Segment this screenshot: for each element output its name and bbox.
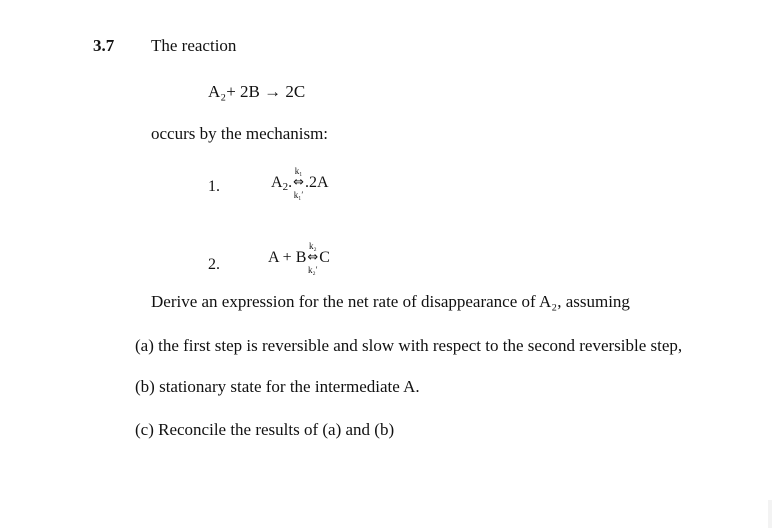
question-text: Derive an expression for the net rate of disappearance of A₂, assuming	[151, 292, 630, 311]
part-b: (b) stationary state for the intermediate A.	[135, 377, 420, 396]
step-1-equation	[271, 166, 329, 200]
step-2-forward-rate-constant: k₂	[309, 241, 317, 251]
problem-number: 3.7	[93, 36, 115, 55]
step-1-number: 1.	[208, 178, 220, 195]
step-1-reactant-subscript: 2	[282, 181, 289, 193]
part-c: (c) Reconcile the results of (a) and (b)	[135, 420, 395, 439]
mechanism-intro: occurs by the mechanism:	[151, 124, 329, 143]
step-2-reverse-rate-constant: k₂′	[308, 265, 318, 275]
step-1-reactant: A	[271, 174, 283, 191]
step-1-dot: .	[288, 174, 293, 191]
equilibrium-arrow-icon: ⇔	[293, 175, 304, 190]
step-2-number: 2.	[208, 256, 220, 273]
equilibrium-arrow-icon: ⇔	[307, 250, 319, 265]
scrollbar-edge	[768, 500, 772, 528]
step-2-reactants: A + B	[268, 249, 307, 266]
part-a: (a) the first step is reversible and slow with respect to the second reversible step,	[135, 336, 683, 355]
step-1-reverse-rate-constant: k₁′	[293, 190, 304, 200]
overall-reaction-equation: A₂+ 2B → 2C	[208, 82, 306, 101]
step-1-product: .2A	[304, 174, 329, 191]
step-1-equilibrium	[293, 166, 304, 200]
step-2-equation	[268, 241, 330, 275]
problem-intro: The reaction	[151, 36, 237, 55]
step-2-product: C	[319, 249, 330, 266]
step-2-equilibrium	[307, 241, 318, 275]
step-1-forward-rate-constant: k₁	[294, 166, 303, 176]
